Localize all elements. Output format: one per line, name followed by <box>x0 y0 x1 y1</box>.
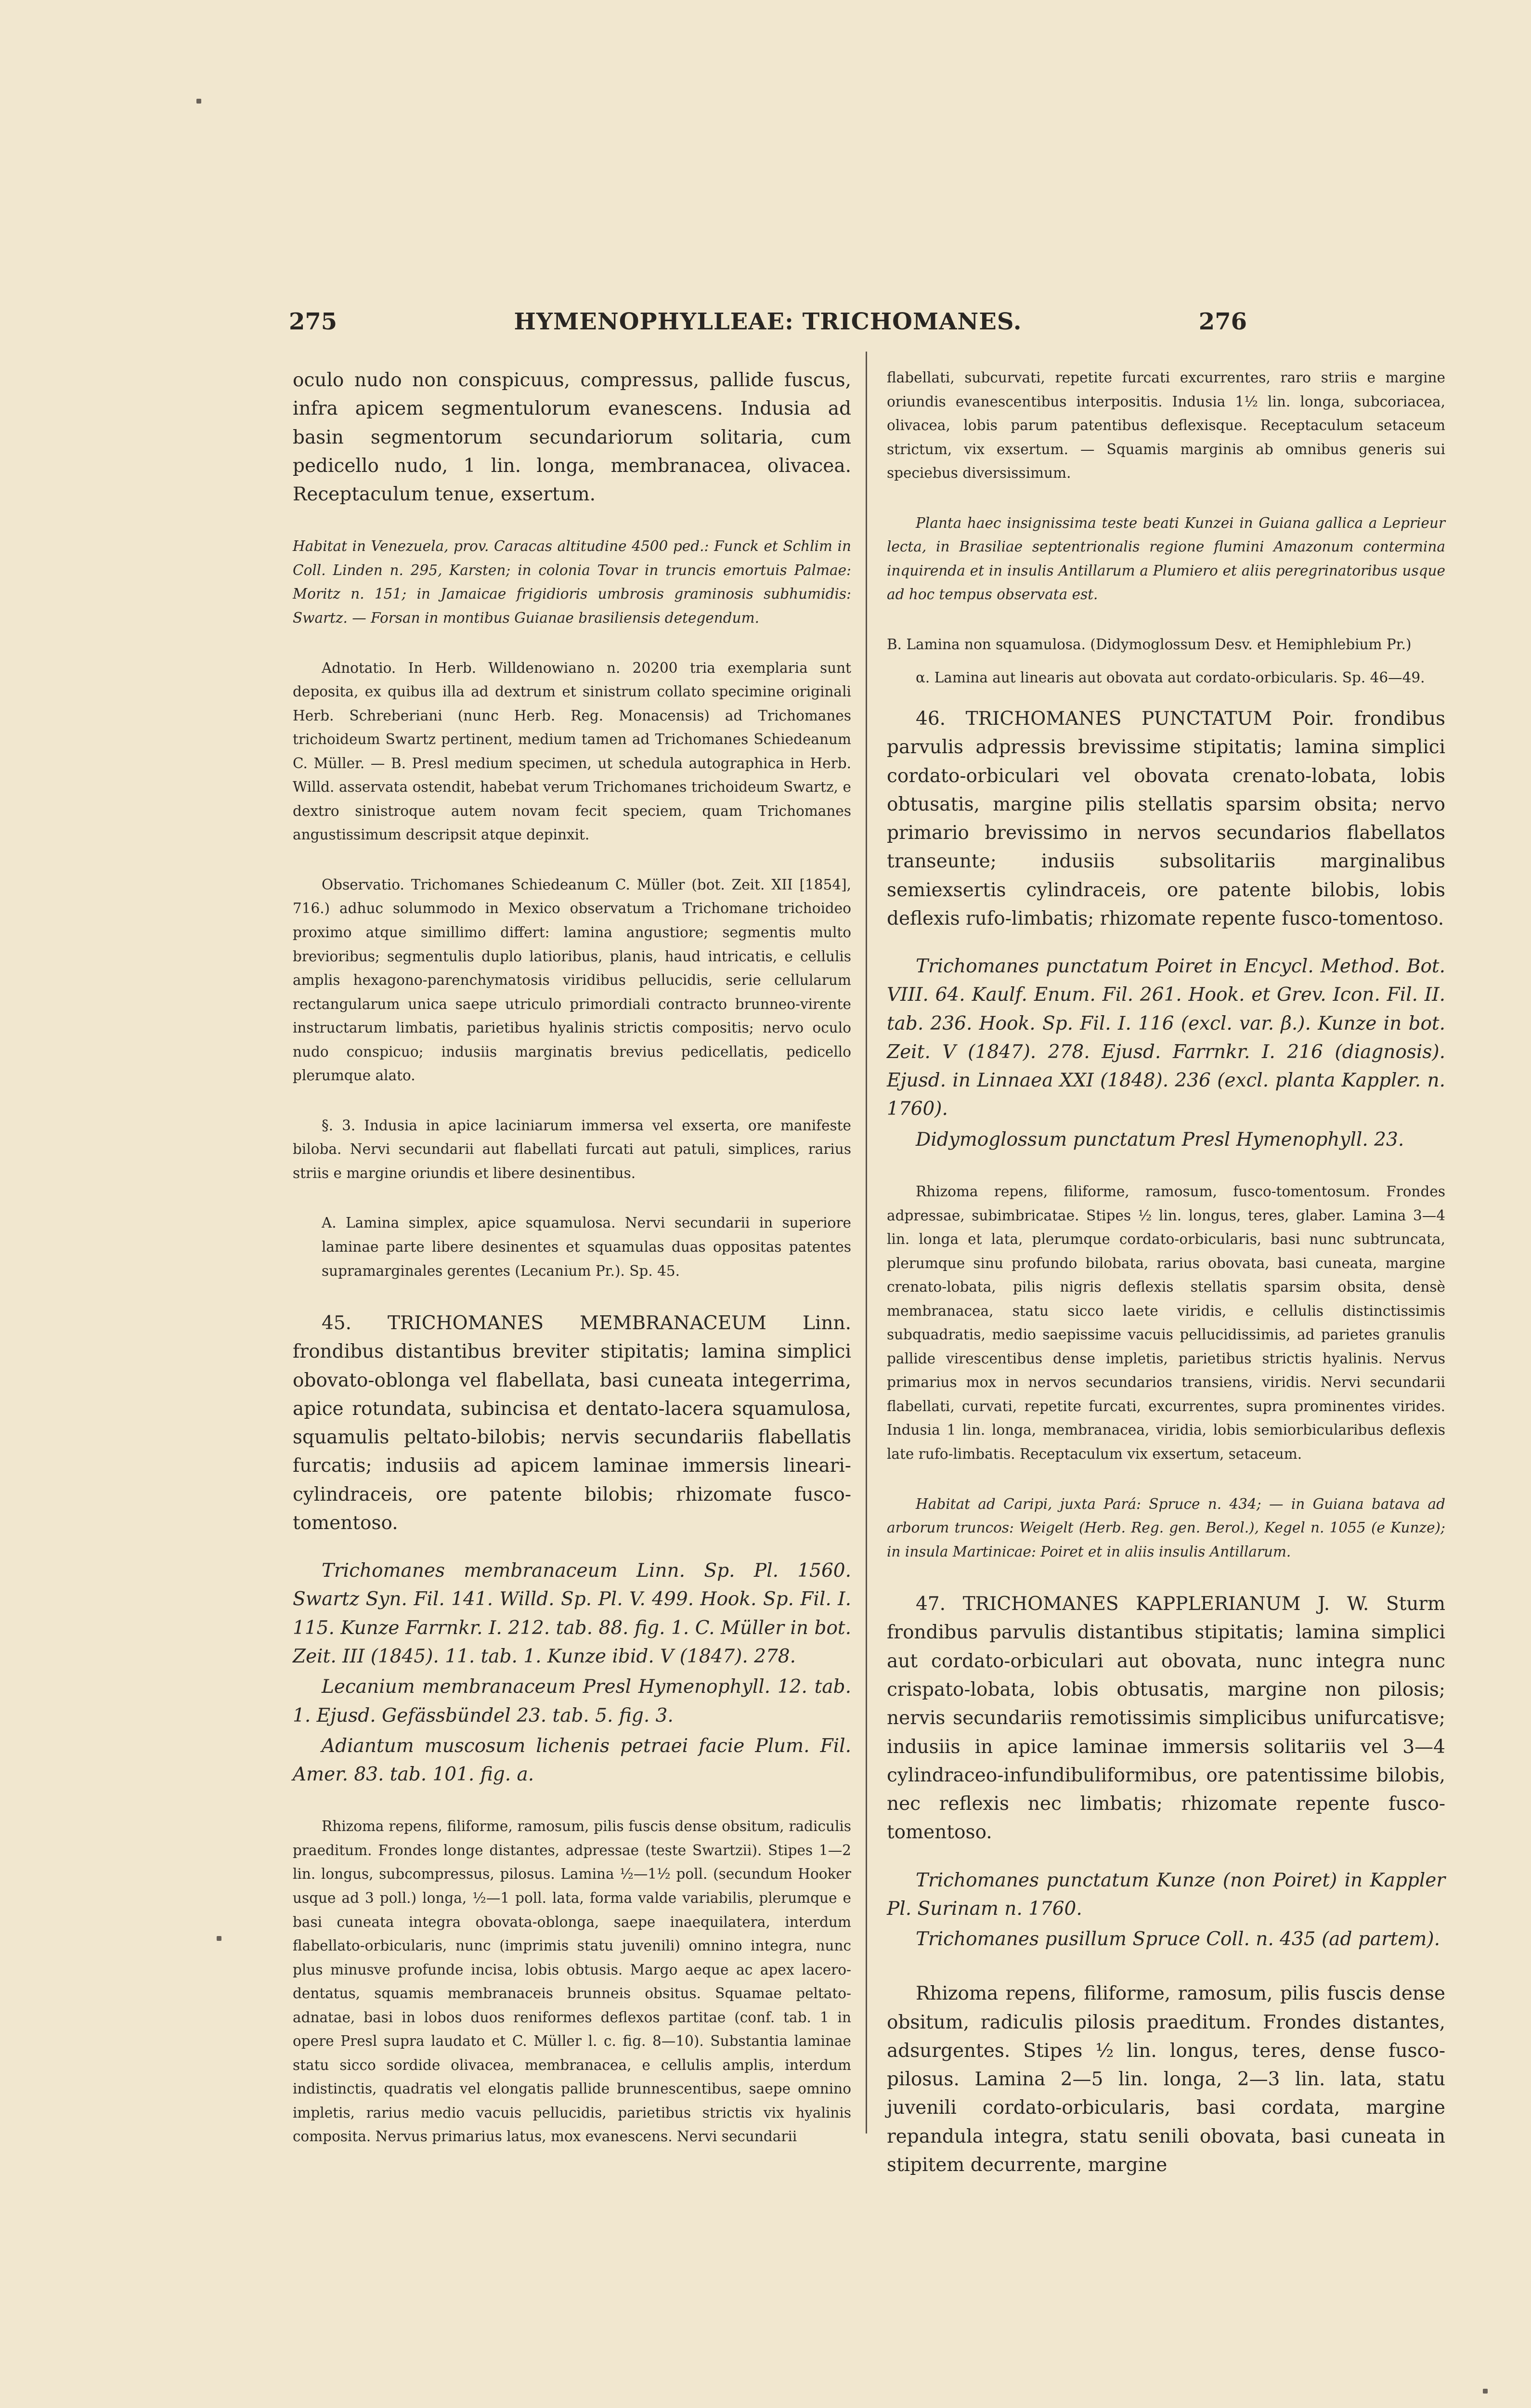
page-number-right: 276 <box>1198 308 1247 335</box>
left-adnotatio: Adnotatio. In Herb. Willdenowiano n. 20200 tria exemplaria sunt deposita, ex quibus illa ad dextrum et sinistrum collato specimine originali Herb. Schreberiani (nunc Herb. Reg. Monacensis) ad Trichomanes trichoideum Swartz pertinent, medium tamen ad Trichomanes Schiedeanum C. Müller. — B. Presl medium specimen, ut schedula autographica in Herb. Willd. asservata ostendit, habebat verum Trichomanes trichoideum Swartz, e dextro sinistroque autem novam fecit speciem, quam Trichomanes angustissimum descripsit atque depinxit. <box>293 659 851 843</box>
species-47-description: Rhizoma repens, filiforme, ramosum, pilis fuscis dense obsitum, radiculis pilosis praeditum. Frondes distantes, adsurgentes. Stipes ½ lin. longus, teres, dense fusco-pilosus. Lamina 2—5 lin. longa, 2—3 lin. lata, statu juvenili cordato-orbicularis, basi cordata, margine repandula integra, statu senili obovata, basi cuneata in stipitem decurrente, margine <box>887 1983 1445 2176</box>
column-divider <box>866 352 867 2133</box>
species-45-diagnosis: 45. TRICHOMANES MEMBRANACEUM Linn. frondibus distantibus breviter stipitatis; lamina simplici obovato-oblonga vel flabellata, basi cuneata integerrima, apice rotundata, subincisa et dentato-lacera squamulosa, squamulis peltato-bilobis; nervis secundariis flabellatis furcatis; indusiis ad apicem laminae immersis lineari-cylindraceis, ore patente bilobis; rhizomate fusco-tomentoso. <box>293 1312 851 1534</box>
paper-speck <box>217 1936 221 1941</box>
right-habitat-45: Planta haec insignissima teste beati Kunzei in Guiana gallica a Leprieur lecta, in Brasiliae septentrionalis regione flumini Amazonum contermina inquirenda et in insulis Antillarum a Plumiero et aliis peregrinatoribus usque ad hoc tempus observata est. <box>887 514 1445 603</box>
left-observatio: Observatio. Trichomanes Schiedeanum C. Müller (bot. Zeit. XII [1854], 716.) adhuc solummodo in Mexico observatum a Trichomane trichoideo proximo atque simillimo differt: lamina angustiore; segmentis multo brevioribus; segmentulis duplo latioribus, planis, haud intricatis, e cellulis amplis hexagono-parenchymatosis viridibus pellucidis, serie cellularum rectangularum unica saepe utriculo primordiali contracto brunneo-virente instructarum limbatis, parietibus hyalinis strictis compositis; nervo oculo nudo conspicuo; indusiis marginatis brevius pedicellatis, pedicello plerumque alato. <box>293 876 851 1084</box>
left-column <box>293 366 851 2175</box>
section-3-key: §. 3. Indusia in apice laciniarum immersa vel exserta, ore manifeste biloba. Nervi secundarii aut flabellati furcati aut patuli, simplices, rarius striis e margine oriundis et libere desinentibus. <box>293 1117 851 1181</box>
species-46-synonym-2: Didymoglossum punctatum Presl Hymenophyll. 23. <box>916 1128 1404 1151</box>
left-habitat: Habitat in Venezuela, prov. Caracas altitudine 4500 ped.: Funck et Schlim in Coll. Linden n. 295, Karsten; in colonia Tovar in truncis emortuis Palmae: Moritz n. 151; in Jamaicae frigidioris umbrosis graminosis subhumidis: Swartz. — Forsan in montibus Guianae brasiliensis detegendum. <box>293 538 851 626</box>
species-46-diagnosis: 46. TRICHOMANES PUNCTATUM Poir. frondibus parvulis adpressis brevissime stipitatis; lamina simplici cordato-orbiculari vel obovata crenato-lobata, lobis obtusatis, margine pilis stellatis sparsim obsita; nervo primario brevissimo in nervos secundarios flabellatos transeunte; indusiis subsolitariis marginalibus semiexsertis cylindraceis, ore patente bilobis, lobis deflexis rufo-limbatis; rhizomate repente fusco-tomentoso. <box>887 708 1445 929</box>
subsection-a-key: A. Lamina simplex, apice squamulosa. Nervi secundarii in superiore laminae parte libere desinentes et squamulas duas oppositas patentes supramarginales gerentes (Lecanium Pr.). Sp. 45. <box>322 1215 851 1279</box>
species-45-synonym-3: Adiantum muscosum lichenis petraei facie Plum. Fil. Amer. 83. tab. 101. fig. a. <box>293 1735 851 1786</box>
right-description-continued: flabellati, subcurvati, repetite furcati excurrentes, raro striis e margine oriundis evanescentibus interpositis. Indusia 1½ lin. longa, subcoriacea, olivacea, lobis parum patentibus deflexisque. Receptaculum setaceum strictum, vix exsertum. — Squamis marginis ab omnibus generis sui speciebus diversissimum. <box>887 369 1445 482</box>
running-header <box>289 308 1247 347</box>
species-46-description: Rhizoma repens, filiforme, ramosum, fusco-tomentosum. Frondes adpressae, subimbricatae. Stipes ½ lin. longus, teres, glaber. Lamina 3—4 lin. longa et lata, plerumque cordato-orbicularis, basi nunc subtruncata, plerumque sinu profundo bilobata, rarius obovata, basi cuneata, margine crenato-lobata, pilis nigris deflexis stellatis sparsim obsita, densè membranacea, statu sicco laete viridis, e cellulis distinctissimis subquadratis, medio saepissime vacuis pellucidissimis, ad parietes granulis pallide virescentibus dense impletis, parietibus strictis hyalinis. Nervus primarius mox in nervos secundarios transiens, viridis. Nervi secundarii flabellati, curvati, repetite furcati, excurrentes, supra prominentes virides. Indusia 1 lin. longa, membranacea, viridia, lobis semiorbicularibus deflexis late rufo-limbatis. Receptaculum vix exsertum, setaceum. <box>887 1183 1445 1463</box>
running-title: HYMENOPHYLLEAE: TRICHOMANES. <box>514 308 1022 335</box>
species-45-synonym-1: Trichomanes membranaceum Linn. Sp. Pl. 1560. Swartz Syn. Fil. 141. Willd. Sp. Pl. V. 499. Hook. Sp. Fil. I. 115. Kunze Farrnkr. I. 212. tab. 88. fig. 1. C. Müller in bot. Zeit. III (1845). 11. tab. 1. Kunze ibid. V (1847). 278. <box>293 1560 851 1668</box>
species-45-description: Rhizoma repens, filiforme, ramosum, pilis fuscis dense obsitum, radiculis praeditum. Frondes longe distantes, adpressae (teste Swartzii). Stipes 1—2 lin. longus, subcompressus, pilosus. Lamina ½—1½ poll. (secundum Hooker usque ad 3 poll.) longa, ½—1 poll. lata, forma valde variabilis, plerumque e basi cuneata integra obovata-oblonga, saepe inaequilatera, interdum flabellato-orbicularis, nunc (imprimis statu juvenili) omnino integra, nunc plus minusve profunde incisa, lobis obtusis. Margo aeque ac apex lacero-dentatus, squamis membranaceis brunneis obsitus. Squamae peltato-adnatae, basi in lobos duos reniformes deflexos partitae (conf. tab. 1 in opere Presl supra laudato et C. Müller l. c. fig. 8—10). Substantia laminae statu sicco sordide olivacea, membranacea, e cellulis amplis, interdum indistinctis, quadratis vel elongatis pallide brunnescentibus, saepe omnino impletis, rarius medio vacuis pellucidis, parietibus strictis vix hyalinis composita. Nervus primarius latus, mox evanescens. Nervi secundarii <box>293 1818 851 2145</box>
species-47-synonym-1: Trichomanes punctatum Kunze (non Poiret) in Kappler Pl. Surinam n. 1760. <box>887 1869 1445 1920</box>
subsection-alpha-key: α. Lamina aut linearis aut obovata aut cordato-orbicularis. Sp. 46—49. <box>916 669 1425 686</box>
left-description-continued: oculo nudo non conspicuus, compressus, pallide fuscus, infra apicem segmentulorum evanescens. Indusia ad basin segmentorum secundariorum solitaria, cum pedicello nudo, 1 lin. longa, membranacea, olivacea. Receptaculum tenue, exsertum. <box>293 369 851 506</box>
species-47-diagnosis: 47. TRICHOMANES KAPPLERIANUM J. W. Sturm frondibus parvulis distantibus stipitatis; lamina simplici aut cordato-orbiculari aut obovata, nunc integra nunc crispato-lobata, lobis obtusatis, margine non pilosis; nervis secundariis remotissimis simplicibus unifurcatisve; indusiis in apice laminae immersis solitariis vel 3—4 cylindraceo-infundibuliformibus, ore patentissime bilobis, nec reflexis nec limbatis; rhizomate repente fusco-tomentoso. <box>887 1593 1445 1844</box>
paper-speck <box>1483 2389 1488 2394</box>
right-column <box>887 366 1445 2205</box>
species-47-synonym-2: Trichomanes pusillum Spruce Coll. n. 435 (ad partem). <box>916 1928 1440 1950</box>
subsection-b-key: B. Lamina non squamulosa. (Didymoglossum Desv. et Hemiphlebium Pr.) <box>887 636 1412 653</box>
species-46-synonym-1: Trichomanes punctatum Poiret in Encycl. Method. Bot. VIII. 64. Kaulf. Enum. Fil. 261. Hook. et Grev. Icon. Fil. II. tab. 236. Hook. Sp. Fil. I. 116 (excl. var. β.). Kunze in bot. Zeit. V (1847). 278. Ejusd. Farrnkr. I. 216 (diagnosis). Ejusd. in Linnaea XXI (1848). 236 (excl. planta Kappler. n. 1760). <box>887 955 1445 1120</box>
paper-speck <box>196 99 201 104</box>
page-number-left: 275 <box>289 308 337 335</box>
species-45-synonym-2: Lecanium membranaceum Presl Hymenophyll. 12. tab. 1. Ejusd. Gefässbündel 23. tab. 5. fig. 3. <box>293 1676 851 1727</box>
species-46-habitat: Habitat ad Caripi, juxta Pará: Spruce n. 434; — in Guiana batava ad arborum truncos: Weigelt (Herb. Reg. gen. Berol.), Kegel n. 1055 (e Kunze); in insula Martinicae: Poiret et in aliis insulis Antillarum. <box>887 1495 1445 1560</box>
